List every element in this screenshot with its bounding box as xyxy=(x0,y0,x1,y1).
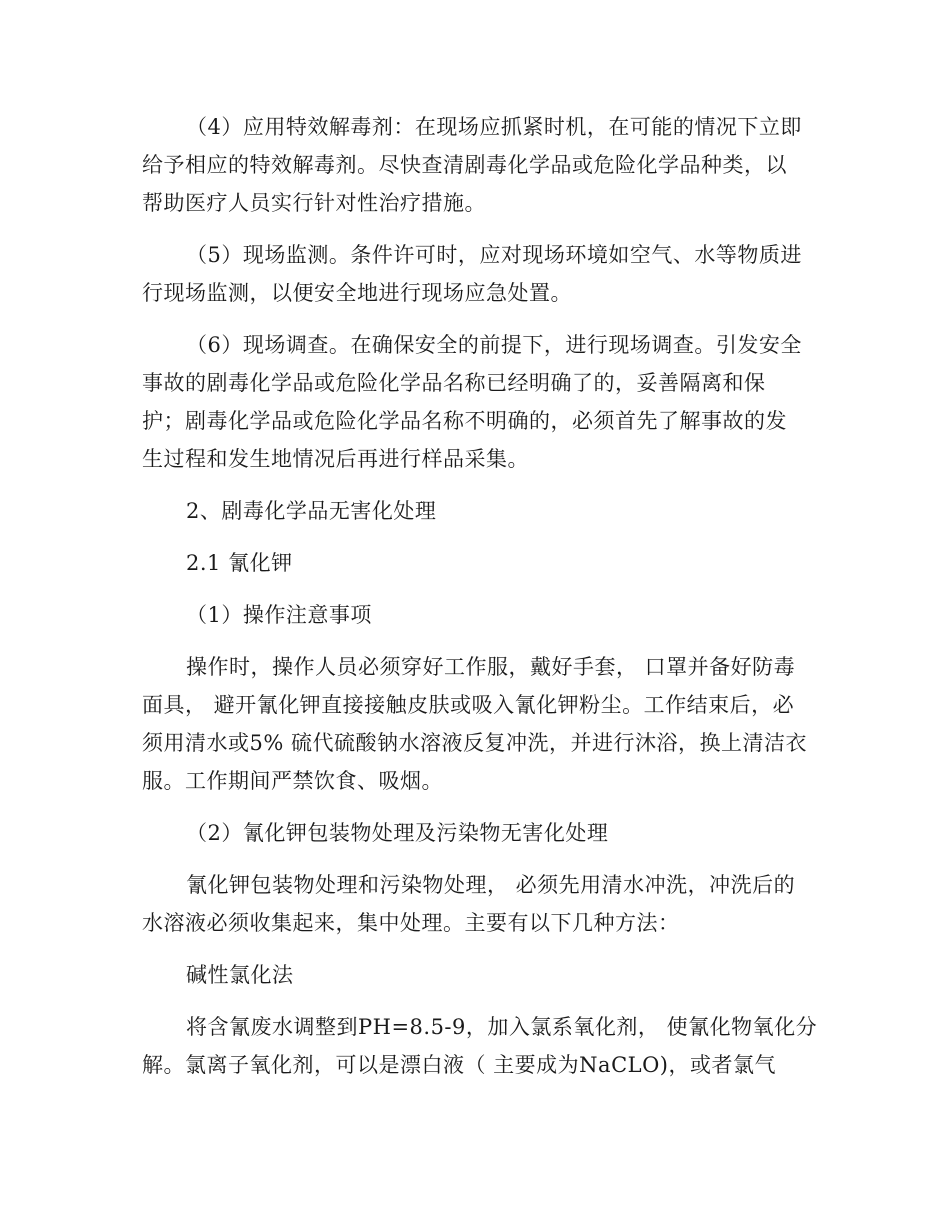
text-line: 解。氯离子氧化剂，可以是漂白液（ 主要成为NaCLO)，或者氯气 xyxy=(142,1053,776,1077)
text-line: 行现场监测，以便安全地进行现场应急处置。 xyxy=(142,281,572,305)
section-heading xyxy=(142,492,808,530)
paragraph-packaging xyxy=(142,866,808,942)
text-line: 氰化钾包装物处理和污染物处理， 必须先用清水冲洗，冲洗后的 xyxy=(186,873,796,897)
heading-text: （2）氰化钾包装物处理及污染物无害化处理 xyxy=(186,821,609,845)
heading-text: 碱性氯化法 xyxy=(186,963,294,987)
paragraph-monitoring xyxy=(142,236,808,312)
text-line: 将含氰废水调整到PH=8.5-9，加入氯系氧化剂， 使氰化物氧化分 xyxy=(186,1015,818,1039)
text-line: 操作时，操作人员必须穿好工作服，戴好手套， 口罩并备好防毒 xyxy=(186,655,796,679)
paragraph-alkaline-chlorination xyxy=(142,1008,818,1084)
method-heading-alkaline-chlorination xyxy=(142,956,808,994)
paragraph-antidote xyxy=(142,108,808,222)
heading-text: 2、剧毒化学品无害化处理 xyxy=(186,499,437,523)
document-page xyxy=(142,108,818,1098)
text-line: 给予相应的特效解毒剂。尽快查清剧毒化学品或危险化学品种类，以 xyxy=(142,153,787,177)
text-line: 面具， 避开氰化钾直接接触皮肤或吸入氰化钾粉尘。工作结束后，必 xyxy=(142,693,795,717)
text-line: 服。工作期间严禁饮食、吸烟。 xyxy=(142,769,443,793)
heading-text: （1）操作注意事项 xyxy=(186,603,372,627)
text-line: 水溶液必须收集起来，集中处理。主要有以下几种方法： xyxy=(142,911,680,935)
text-line: 须用清水或5% 硫代硫酸钠水溶液反复冲洗，并进行沐浴，换上清洁衣 xyxy=(142,731,807,755)
text-line: 帮助医疗人员实行针对性治疗措施。 xyxy=(142,191,486,215)
text-line: 事故的剧毒化学品或危险化学品名称已经明确了的，妥善隔离和保 xyxy=(142,371,766,395)
item-heading-operation xyxy=(142,596,808,634)
item-heading-packaging xyxy=(142,814,808,852)
text-line: （6）现场调查。在确保安全的前提下，进行现场调查。引发安全 xyxy=(186,333,802,357)
text-line: （5）现场监测。条件许可时，应对现场环境如空气、水等物质进 xyxy=(186,243,802,267)
text-line: 护；剧毒化学品或危险化学品名称不明确的，必须首先了解事故的发 xyxy=(142,409,787,433)
text-line: 生过程和发生地情况后再进行样品采集。 xyxy=(142,447,529,471)
paragraph-investigation xyxy=(142,326,808,478)
text-line: （4）应用特效解毒剂：在现场应抓紧时机，在可能的情况下立即 xyxy=(186,115,802,139)
paragraph-operation xyxy=(142,648,808,800)
heading-text: 2.1 氰化钾 xyxy=(186,551,293,575)
subsection-heading xyxy=(142,544,808,582)
